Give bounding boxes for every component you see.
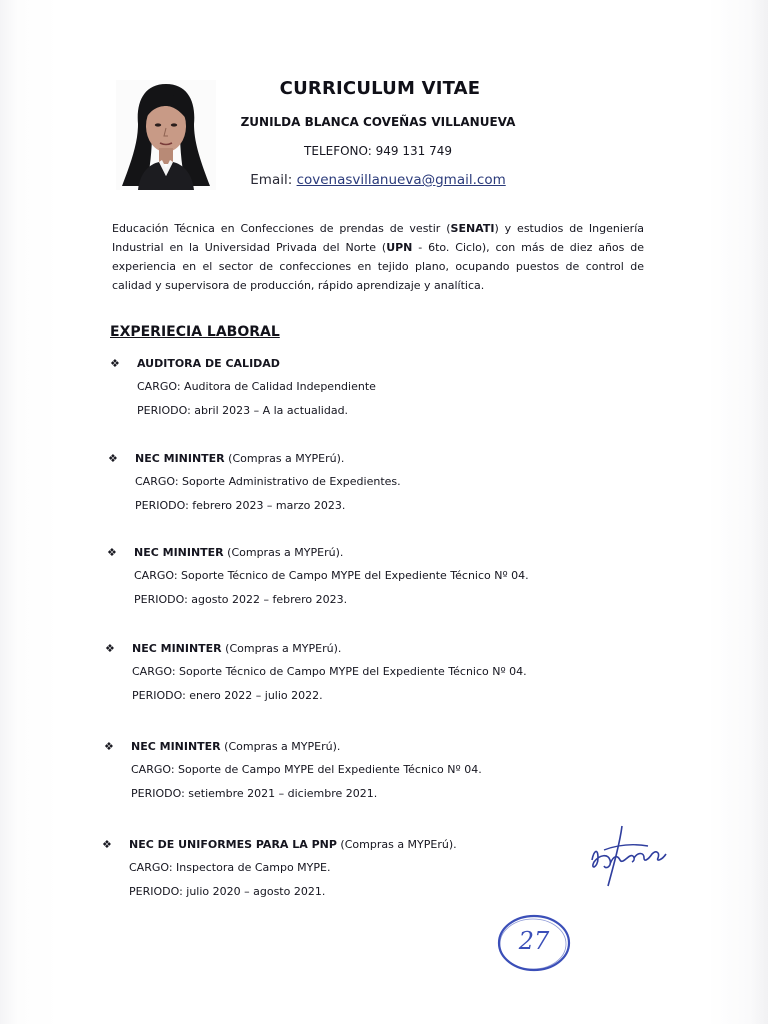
email-line (228, 172, 528, 188)
handwritten-signature (586, 820, 670, 890)
job-entry (105, 639, 565, 707)
job-cargo: CARGO: Auditora de Calidad Independiente (137, 380, 376, 393)
summary-text: - 6to. Ciclo), con más de diez años de experiencia en el sector de confecciones en tejido plano, ocupando puestos de control de calidad y supervisora de producción, rápido aprendizaje y analítica. (112, 241, 645, 292)
candidate-name: ZUNILDA BLANCA COVEÑAS VILLANUEVA (240, 115, 516, 129)
job-periodo: PERIODO: setiembre 2021 – diciembre 2021. (131, 787, 378, 800)
profile-summary (112, 219, 644, 295)
summary-institution: SENATI (450, 222, 495, 235)
page-number: 27 (518, 927, 550, 955)
diamond-bullet-icon: ❖ (102, 838, 112, 851)
job-cargo: CARGO: Soporte Técnico de Campo MYPE del Expediente Técnico Nº 04. (134, 569, 529, 582)
phone-number: TELEFONO: 949 131 749 (304, 144, 452, 158)
summary-text: ) y estudios de Ingeniería Industrial en la Universidad Privada del Norte ( (112, 222, 644, 254)
job-periodo: PERIODO: enero 2022 – julio 2022. (132, 689, 323, 702)
job-entry (104, 737, 564, 805)
job-entry (108, 449, 568, 517)
diamond-bullet-icon: ❖ (107, 546, 117, 559)
job-periodo: PERIODO: febrero 2023 – marzo 2023. (135, 499, 346, 512)
summary-university: UPN (386, 241, 413, 254)
job-cargo: CARGO: Soporte de Campo MYPE del Expediente Técnico Nº 04. (131, 763, 482, 776)
job-cargo: CARGO: Soporte Administrativo de Expedientes. (135, 475, 401, 488)
job-entry (102, 835, 562, 903)
summary-text: Educación Técnica en Confecciones de prendas de vestir ( (112, 222, 451, 235)
diamond-bullet-icon: ❖ (108, 452, 118, 465)
job-company: NEC MININTER (Compras a MYPErú). (134, 546, 344, 559)
diamond-bullet-icon: ❖ (105, 642, 115, 655)
job-company: NEC MININTER (Compras a MYPErú). (132, 642, 342, 655)
document-title: CURRICULUM VITAE (279, 78, 481, 99)
job-entry (110, 354, 570, 422)
job-periodo: PERIODO: abril 2023 – A la actualidad. (137, 404, 349, 417)
job-periodo: PERIODO: agosto 2022 – febrero 2023. (134, 593, 348, 606)
job-cargo: CARGO: Inspectora de Campo MYPE. (129, 861, 331, 874)
job-periodo: PERIODO: julio 2020 – agosto 2021. (129, 885, 326, 898)
job-company: NEC MININTER (Compras a MYPErú). (135, 452, 345, 465)
profile-photo (116, 80, 216, 190)
job-company: NEC DE UNIFORMES PARA LA PNP (Compras a MYPErú). (129, 838, 457, 851)
email-label: Email: (250, 172, 293, 188)
diamond-bullet-icon: ❖ (104, 740, 114, 753)
job-company: NEC MININTER (Compras a MYPErú). (131, 740, 341, 753)
email-link[interactable]: covenasvillanueva@gmail.com (296, 172, 506, 188)
job-cargo: CARGO: Soporte Técnico de Campo MYPE del Expediente Técnico Nº 04. (132, 665, 527, 678)
job-company: AUDITORA DE CALIDAD (137, 357, 280, 370)
diamond-bullet-icon: ❖ (110, 357, 120, 370)
section-heading-experience: EXPERIECIA LABORAL (110, 324, 280, 340)
job-entry (107, 543, 567, 611)
